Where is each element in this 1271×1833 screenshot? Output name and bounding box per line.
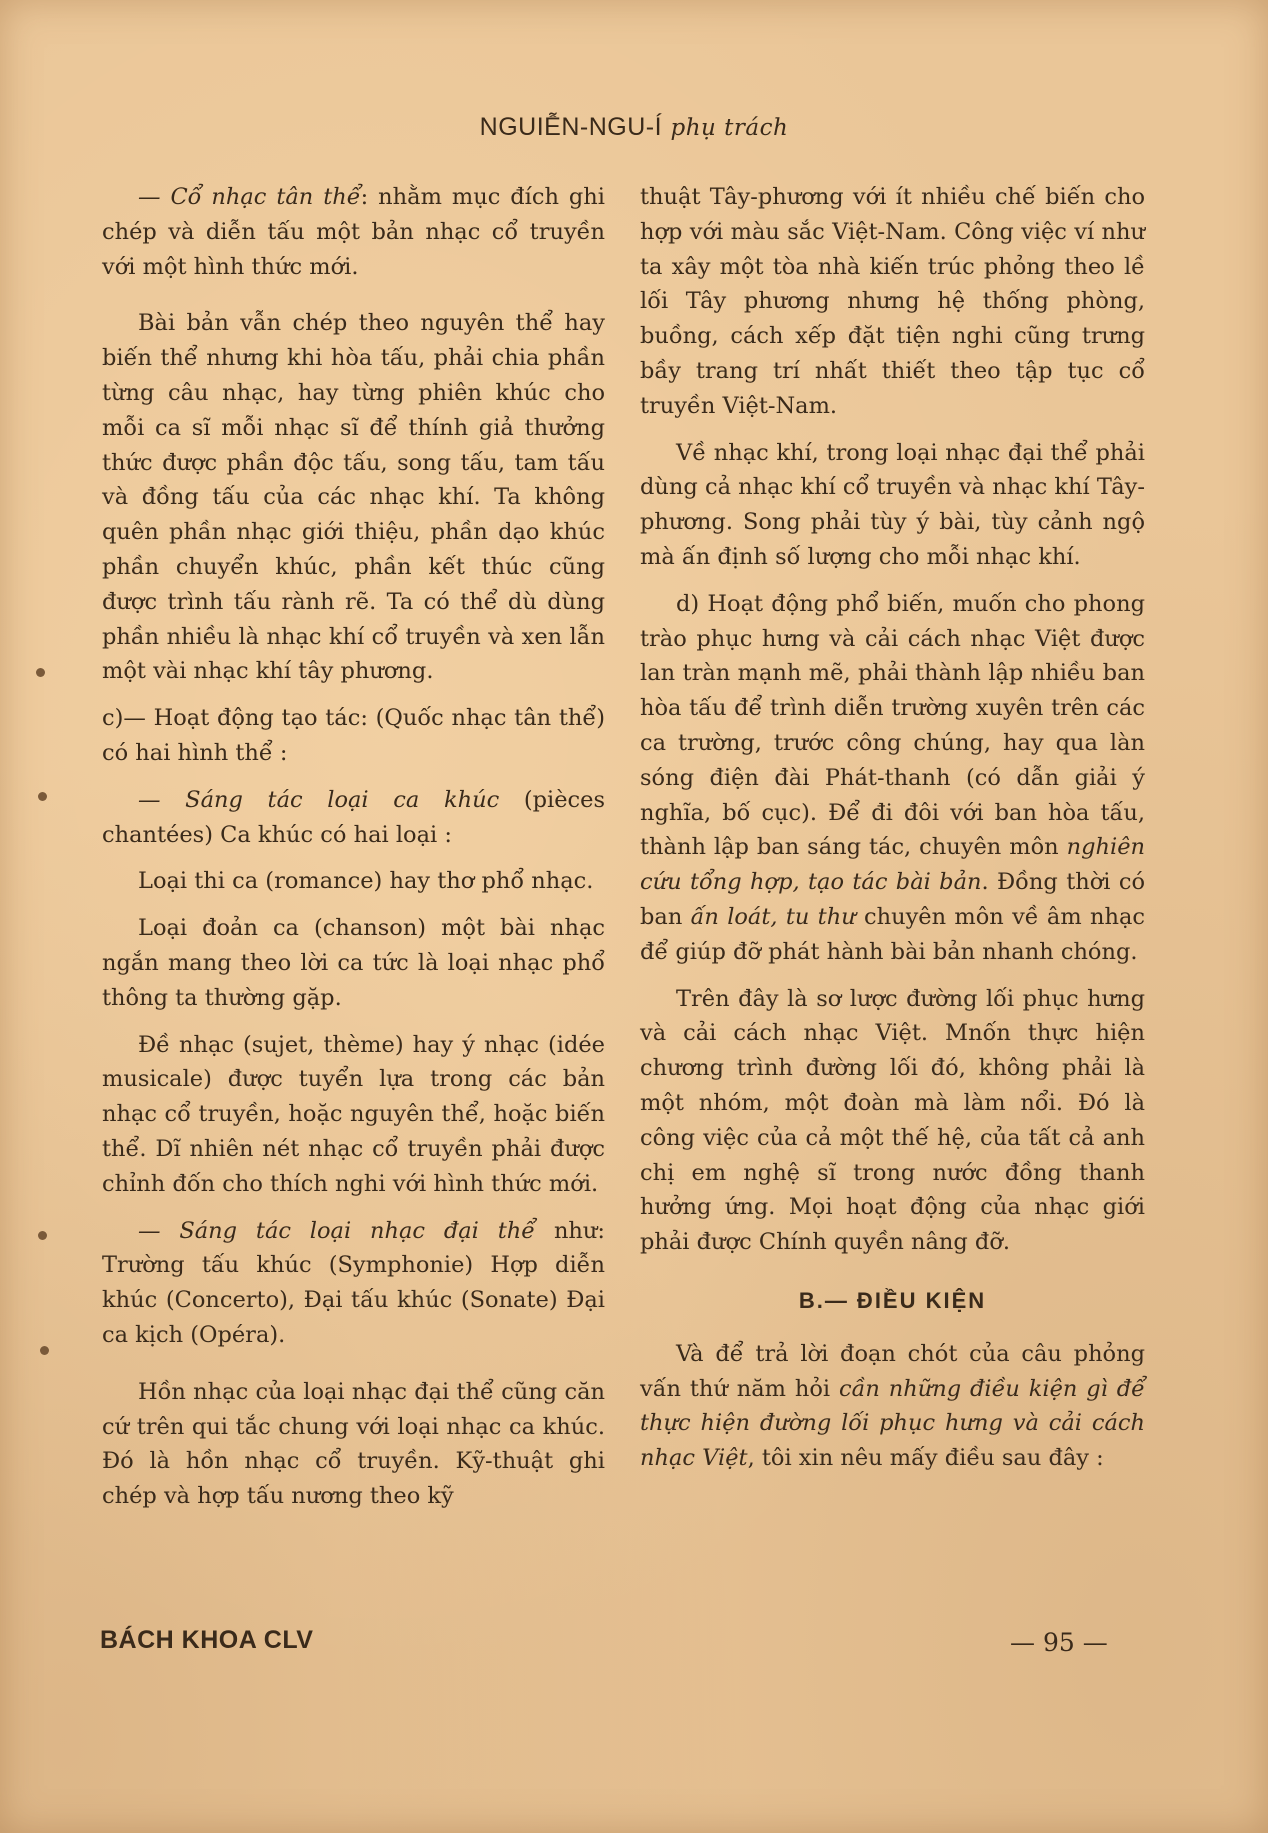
paragraph: [102, 701, 605, 771]
paragraph-text: , tôi xin nêu mấy điều sau đây :: [747, 1445, 1104, 1472]
paragraph-lead: — Cổ nhạc tân thể: [138, 184, 361, 210]
binding-hole: [40, 1346, 49, 1355]
paragraph-text: chuyên môn về âm nhạc để giúp đỡ phát hành bài bản nhanh chóng.: [640, 903, 1145, 965]
paragraph-lead: — Sáng tác loại nhạc đại thể: [138, 1217, 536, 1244]
editor-role: phụ trách: [670, 115, 789, 141]
paragraph-text: . Đồng thời có ban: [640, 869, 1145, 930]
editor-name: NGUIỄN-NGU-Í: [479, 113, 663, 141]
page-header: [0, 112, 1268, 142]
paragraph: thuật Tây-phương với ít nhiều chế biến cho hợp với màu sắc Việt-Nam. Công việc ví như ta xây một tòa nhà kiến trúc phỏng theo lề lối Tây phương nhưng hệ thống phòng, buồng, cách xếp đặt tiện nghi cũng trưng bầy trang trí nhất thiết theo tập tục cổ truyền Việt-Nam.: [640, 184, 1145, 419]
paragraph: Đề nhạc (sujet, thème) hay ý nhạc (idée musicale) được tuyển lựa trong các bản nhạc cổ truyền, hoặc nguyên thể, hoặc biến thể. Dĩ nhiên nét nhạc cổ truyền phải được chỉnh đốn cho thích nghi với hình thức mới.: [102, 1031, 605, 1197]
emphasized-text: cần những điều kiện gì để thực hiện đường lối phục hưng và cải cách nhạc Việt: [640, 1375, 1145, 1472]
paragraph: Bài bản vẫn chép theo nguyên thể hay biến thể nhưng khi hòa tấu, phải chia phần từng câu nhạc, hay từng phiên khúc cho mỗi ca sĩ mỗi nhạc sĩ để thính giả thưởng thức được phần độc tấu, song tấu, tam tấu và đồng tấu của các nhạc khí. Ta không quên phần nhạc giới thiệu, phần dạo khúc phần chuyển khúc, phần kết thúc cũng được trình tấu rành rẽ. Ta có thể dù dùng phần nhiều là nhạc khí cổ truyền và xen lẫn một vài nhạc khí tây phương.: [102, 310, 605, 685]
paragraph: Hồn nhạc của loại nhạc đại thể cũng căn cứ trên qui tắc chung với loại nhạc ca khúc. Đó là hồn nhạc cổ truyền. Kỹ-thuật ghi chép và hợp tấu nương theo kỹ: [102, 1378, 605, 1510]
subsection-title: d) Hoạt động phổ biến: [676, 590, 938, 617]
right-column: [640, 180, 1145, 1488]
subsection-title: c)— Hoạt động tạo tác: [102, 705, 361, 732]
left-column: [102, 180, 605, 1526]
paragraph-text: : nhằm mục đích ghi chép và diễn tấu một bản nhạc cổ truyền với một hình thức mới.: [102, 184, 605, 280]
binding-hole: [38, 1231, 47, 1240]
paragraph-text: (pièces chantées) Ca khúc có hai loại :: [102, 786, 605, 848]
emphasized-text: nghiên cứu tổng hợp, tạo tác bài bản: [640, 834, 1145, 896]
paragraph-text: như: Trường tấu khúc (Symphonie) Hợp diễn khúc (Concerto), Đại tấu khúc (Sonate) Đại ca kịch (Opéra).: [102, 1217, 605, 1348]
binding-hole: [36, 668, 45, 677]
section-title: B.— ĐIỀU KIỆN: [798, 1287, 987, 1313]
paragraph: Trên đây là sơ lược đường lối phục hưng và cải cách nhạc Việt. Mnốn thực hiện chương trình đường lối đó, không phải là một nhóm, một đoàn mà làm nổi. Đó là công việc của cả một thế hệ, của tất cả anh chị em nghệ sĩ trong nước đồng thanh hưởng ứng. Mọi hoạt động của nhạc giới phải được Chính quyền nâng đỡ.: [640, 985, 1145, 1256]
paragraph-lead: — Sáng tác loại ca khúc: [138, 786, 500, 813]
paragraph-text: : (Quốc nhạc tân thể) có hai hình thể :: [102, 705, 606, 766]
paragraph: [102, 180, 605, 284]
paragraph-text: , muốn cho phong trào phục hưng và cải cách nhạc Việt được lan tràn mạnh mẽ, phải thành lập nhiều ban hòa tấu để trình diễn trường xuyên trên các ca trường, trước công chúng, hay qua làn sóng điện đài Phát-thanh (có dẫn giải ý nghĩa, bố cục). Để đi đôi với ban hòa tấu, thành lập ban sáng tác, chuyên môn: [640, 590, 1145, 861]
paragraph-text: Và để trả lời đoạn chót của câu phỏng vấn thứ năm hỏi: [640, 1340, 1145, 1402]
magazine-title: BÁCH KHOA CLV: [100, 1626, 314, 1654]
paragraph: [640, 587, 1145, 970]
paragraph: [102, 783, 605, 853]
paragraph: [102, 1214, 605, 1353]
paragraph: Loại thi ca (romance) hay thơ phổ nhạc.: [138, 868, 594, 895]
paragraph: [640, 1337, 1145, 1476]
paragraph: Loại đoản ca (chanson) một bài nhạc ngắn mang theo lời ca tức là loại nhạc phổ thông ta thường gặp.: [102, 915, 605, 1011]
emphasized-text: ấn loát, tu thư: [690, 903, 856, 930]
page-number: — 95 —: [1010, 1628, 1108, 1657]
paragraph: Về nhạc khí, trong loại nhạc đại thể phải dùng cả nhạc khí cổ truyền và nhạc khí Tây-phương. Song phải tùy ý bài, tùy cảnh ngộ mà ấn định số lượng cho mỗi nhạc khí.: [640, 439, 1145, 570]
binding-hole: [38, 792, 47, 801]
